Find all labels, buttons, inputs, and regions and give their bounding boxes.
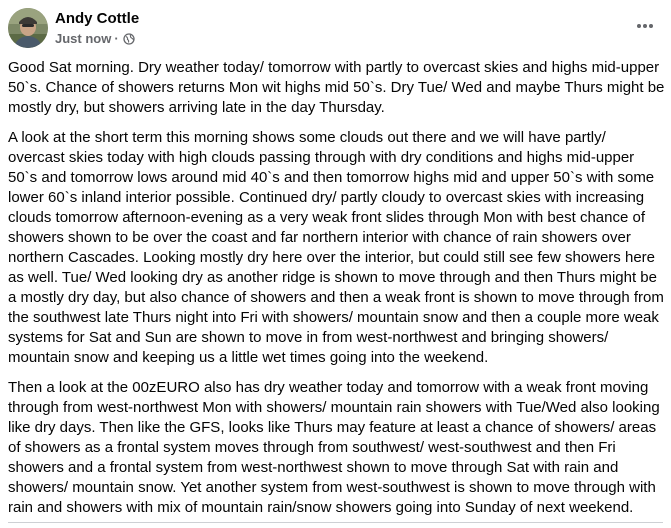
post-timestamp[interactable]: Just now [55,31,112,46]
meta-separator: · [114,31,119,46]
post-body [8,58,665,528]
author-avatar[interactable] [8,8,48,48]
post-header [8,8,663,52]
post-meta [55,31,135,47]
post-paragraph-2: A look at the short term this morning shows some clouds out there and we will have partly/ overcast skies today with high clouds passing through with dry conditions and highs mid-upper 50`s and tomorrow lows around mid 40`s and then tomorrow highs mid and upper 50`s with some lower 60`s inland interior possible. Continued dry/ partly cloudy to overcast skies with increasing clouds tomorrow afternoon-evening as a very weak front slides through Mon with best chance of showers shown to be over the coast and far northern interior with chance of rain showers over northern Cascades. Looking mostly dry here over the interior, but could still see few showers here as well. Tue/ Wed looking dry as another ridge is shown to move through and then Thurs might be a mostly dry day, but also chance of showers and then a weak front is shown to move through from the southwest late Thurs night into Fri with showers/ mountain snow and then a couple more weak systems for Sat and Sun are shown to move in from west-northwest and bringing showers/ mountain snow and keeping us a little wet times going into the weekend. [8,129,664,366]
post-divider [8,522,663,523]
post-paragraph-3: Then a look at the 00zEURO also has dry weather today and tomorrow with a weak front moving through from west-northwest Mon with showers/ mountain rain showers with Tue/Wed also looking like dry days. Then like the GFS, looks like Thurs may feature at least a chance of showers/ areas of showers as a frontal system moves through from southwest/ west-southwest and then Fri showers and a frontal system from west-northwest shown to move through Sat with rain and showers/ mountain snow. Yet another system from west-southwest is shown to move through with rain and showers with mix of mountain rain/snow showers going into Sunday of next weekend. [8,379,660,516]
avatar-image [8,8,48,48]
more-options-button[interactable] [631,14,659,38]
author-name[interactable]: Andy Cottle [55,10,140,27]
more-options-icon [631,14,659,38]
globe-icon[interactable] [123,33,135,45]
post-paragraph-1: Good Sat morning. Dry weather today/ tomorrow with partly to overcast skies and highs mid-upper 50`s. Chance of showers returns Mon wit highs mid 50`s. Dry Tue/ Wed and maybe Thurs might be mostly dry, but showers arriving late in the day Thursday. [8,59,665,116]
